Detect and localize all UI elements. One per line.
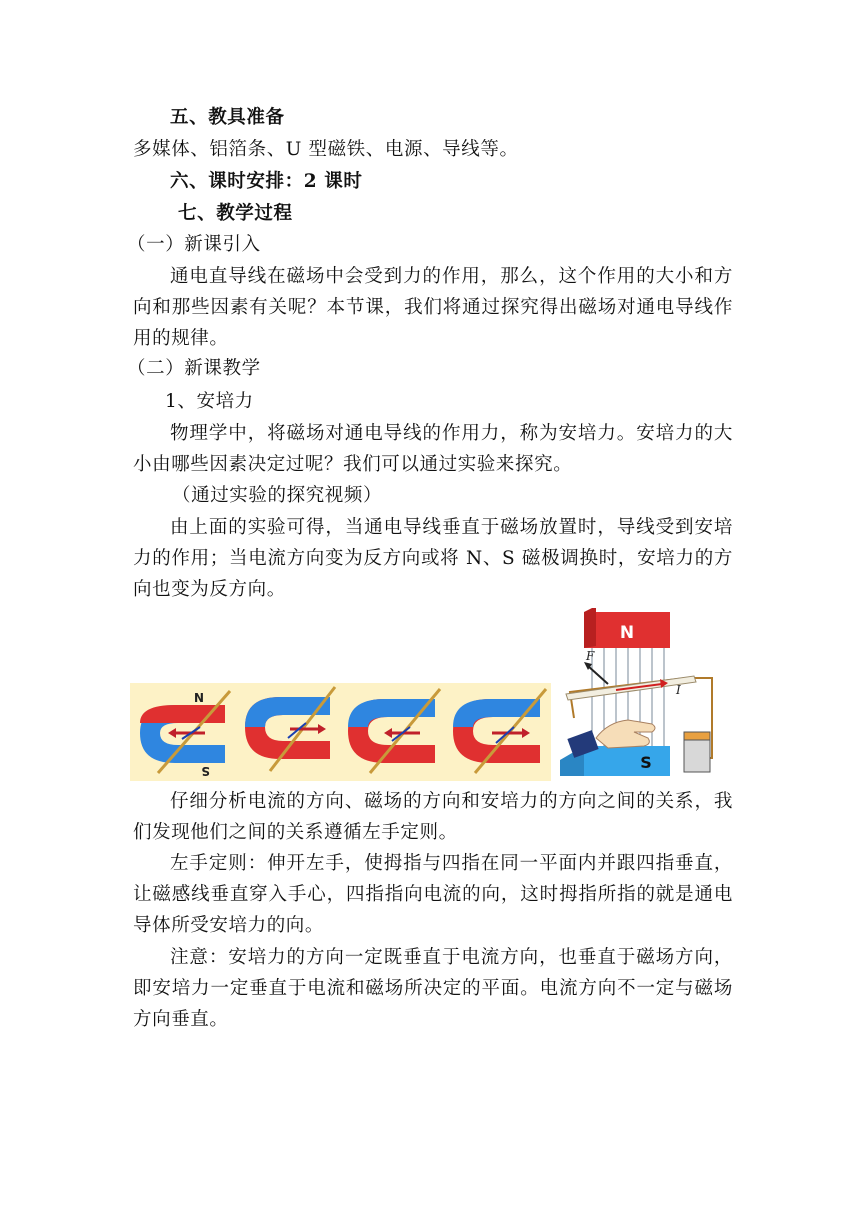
section-7-title: 七、教学过程: [178, 203, 293, 224]
video-note: （通过实验的探究视频）: [172, 485, 383, 506]
current-label: I: [676, 683, 681, 697]
magnet-2: [245, 687, 335, 771]
magnet-experiment-strip: [130, 683, 551, 781]
south-pole-block: [584, 746, 670, 776]
magnet-1: [140, 690, 230, 778]
strip-n-label: N: [193, 690, 204, 704]
force-label: F: [586, 649, 595, 663]
experiment-result-paragraph: 由上面的实验可得，当通电导线垂直于磁场放置时，导线受到安培力的作用；当电流方向变为反方向或将 N、S 磁极调换时，安培力的方向也变为反方向。: [133, 517, 733, 600]
analysis-paragraph: 仔细分析电流的方向、磁场的方向和安培力的方向之间的关系，我们发现他们之间的关系遵循左手定则。: [133, 791, 733, 843]
ampere-definition-paragraph: 物理学中，将磁场对通电导线的作用力，称为安培力。安培力的大小由哪些因素决定过呢？我们可以通过实验来探究。: [133, 423, 733, 475]
section-6-title: 六、课时安排：2 课时: [170, 171, 363, 192]
pole-s-label: S: [640, 753, 652, 772]
left-hand-icon: [596, 720, 655, 748]
left-hand-rule-paragraph: 左手定则：伸开左手，使拇指与四指在同一平面内并跟四指垂直，让磁感线垂直穿入手心，四指指向电流的向，这时拇指所指的就是通电导体所受安培力的向。: [133, 853, 733, 936]
horseshoe-magnets-illustration: [130, 683, 551, 781]
intro-paragraph: 通电直导线在磁场中会受到力的作用，那么，这个作用的大小和方向和那些因素有关呢？本节课，我们将通过探究得出磁场对通电导线作用的规律。: [133, 266, 733, 349]
subsection-1-title: （一）新课引入: [127, 234, 261, 255]
item-1-title: 1、安培力: [165, 391, 254, 412]
magnet-3: [348, 689, 440, 773]
battery-icon: [684, 736, 710, 772]
left-hand-rule-illustration: [556, 608, 726, 778]
magnet-4: [453, 689, 546, 773]
section-5-title: 五、教具准备: [170, 107, 285, 128]
left-hand-rule-figure: [556, 608, 726, 778]
note-paragraph: 注意：安培力的方向一定既垂直于电流方向，也垂直于磁场方向，即安培力一定垂直于电流和磁场所决定的平面。电流方向不一定与磁场方向垂直。: [133, 947, 733, 1030]
subsection-2-title: （二）新课教学: [127, 358, 261, 379]
section-5-text: 多媒体、铝箔条、U 型磁铁、电源、导线等。: [133, 139, 519, 160]
strip-s-label: S: [201, 764, 210, 778]
pole-n-label: N: [619, 623, 635, 643]
